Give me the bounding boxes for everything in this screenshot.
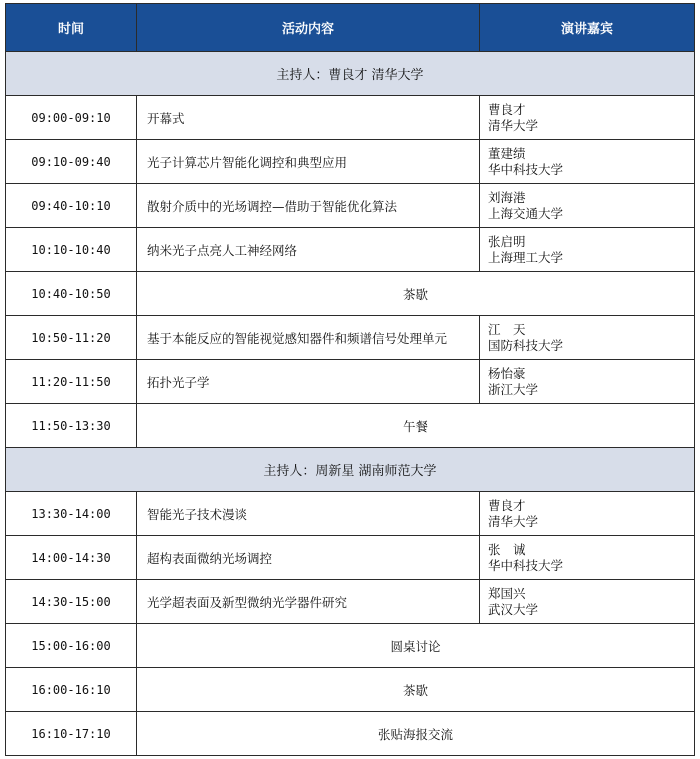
speaker-affiliation: 上海交通大学	[488, 205, 564, 221]
topic-cell: 超构表面微纳光场调控	[137, 536, 480, 580]
time-cell: 15:00-16:00	[6, 624, 137, 668]
topic-cell: 光子计算芯片智能化调控和典型应用	[137, 140, 480, 184]
break-label: 茶歇	[137, 668, 695, 712]
topic-cell: 纳米光子点亮人工神经网络	[137, 228, 480, 272]
speaker-name: 杨怡豪	[488, 365, 526, 381]
speaker-cell	[480, 140, 695, 184]
table-row	[6, 492, 695, 536]
topic-cell: 基于本能反应的智能视觉感知器件和频谱信号处理单元	[137, 316, 480, 360]
host-row	[6, 448, 695, 492]
speaker-affiliation: 武汉大学	[488, 601, 539, 617]
time-cell: 09:10-09:40	[6, 140, 137, 184]
time-cell: 16:10-17:10	[6, 712, 137, 756]
speaker-affiliation: 上海理工大学	[488, 249, 564, 265]
speaker-name: 张 诚	[488, 541, 526, 557]
table-row	[6, 228, 695, 272]
table-row	[6, 580, 695, 624]
time-cell: 10:10-10:40	[6, 228, 137, 272]
speaker-cell	[480, 228, 695, 272]
time-cell: 10:40-10:50	[6, 272, 137, 316]
speaker-affiliation: 清华大学	[488, 513, 539, 529]
break-row	[6, 404, 695, 448]
host-label: 主持人：曹良才 清华大学	[6, 52, 695, 96]
topic-cell: 光学超表面及新型微纳光学器件研究	[137, 580, 480, 624]
table-row	[6, 184, 695, 228]
time-cell: 11:20-11:50	[6, 360, 137, 404]
time-cell: 14:30-15:00	[6, 580, 137, 624]
table-body	[6, 52, 695, 756]
speaker-cell	[480, 316, 695, 360]
speaker-cell	[480, 536, 695, 580]
topic-cell: 拓扑光子学	[137, 360, 480, 404]
topic-cell: 开幕式	[137, 96, 480, 140]
host-row	[6, 52, 695, 96]
break-label: 午餐	[137, 404, 695, 448]
time-cell: 14:00-14:30	[6, 536, 137, 580]
time-cell: 09:40-10:10	[6, 184, 137, 228]
speaker-affiliation: 华中科技大学	[488, 557, 564, 573]
speaker-cell	[480, 96, 695, 140]
header-speaker: 演讲嘉宾	[480, 4, 695, 52]
table-row	[6, 536, 695, 580]
host-label: 主持人：周新星 湖南师范大学	[6, 448, 695, 492]
speaker-cell	[480, 580, 695, 624]
time-cell: 13:30-14:00	[6, 492, 137, 536]
break-row	[6, 668, 695, 712]
topic-cell: 散射介质中的光场调控—借助于智能优化算法	[137, 184, 480, 228]
speaker-affiliation: 华中科技大学	[488, 161, 564, 177]
header-time: 时间	[6, 4, 137, 52]
time-cell: 10:50-11:20	[6, 316, 137, 360]
break-row	[6, 712, 695, 756]
table-header	[6, 4, 695, 52]
table-row	[6, 96, 695, 140]
break-label: 圆桌讨论	[137, 624, 695, 668]
break-row	[6, 272, 695, 316]
speaker-cell	[480, 184, 695, 228]
speaker-affiliation: 国防科技大学	[488, 337, 564, 353]
time-cell: 09:00-09:10	[6, 96, 137, 140]
table-row	[6, 360, 695, 404]
speaker-cell	[480, 360, 695, 404]
speaker-name: 曹良才	[488, 101, 526, 117]
speaker-name: 江 天	[488, 321, 526, 337]
break-label: 茶歇	[137, 272, 695, 316]
header-activity: 活动内容	[137, 4, 480, 52]
table-row	[6, 316, 695, 360]
speaker-name: 刘海港	[488, 189, 526, 205]
schedule-table	[5, 3, 695, 756]
time-cell: 16:00-16:10	[6, 668, 137, 712]
speaker-name: 张启明	[488, 233, 526, 249]
topic-cell: 智能光子技术漫谈	[137, 492, 480, 536]
break-label: 张贴海报交流	[137, 712, 695, 756]
speaker-name: 董建绩	[488, 145, 526, 161]
speaker-name: 曹良才	[488, 497, 526, 513]
speaker-affiliation: 浙江大学	[488, 381, 539, 397]
speaker-name: 郑国兴	[488, 585, 526, 601]
speaker-affiliation: 清华大学	[488, 117, 539, 133]
time-cell: 11:50-13:30	[6, 404, 137, 448]
break-row	[6, 624, 695, 668]
table-row	[6, 140, 695, 184]
speaker-cell	[480, 492, 695, 536]
